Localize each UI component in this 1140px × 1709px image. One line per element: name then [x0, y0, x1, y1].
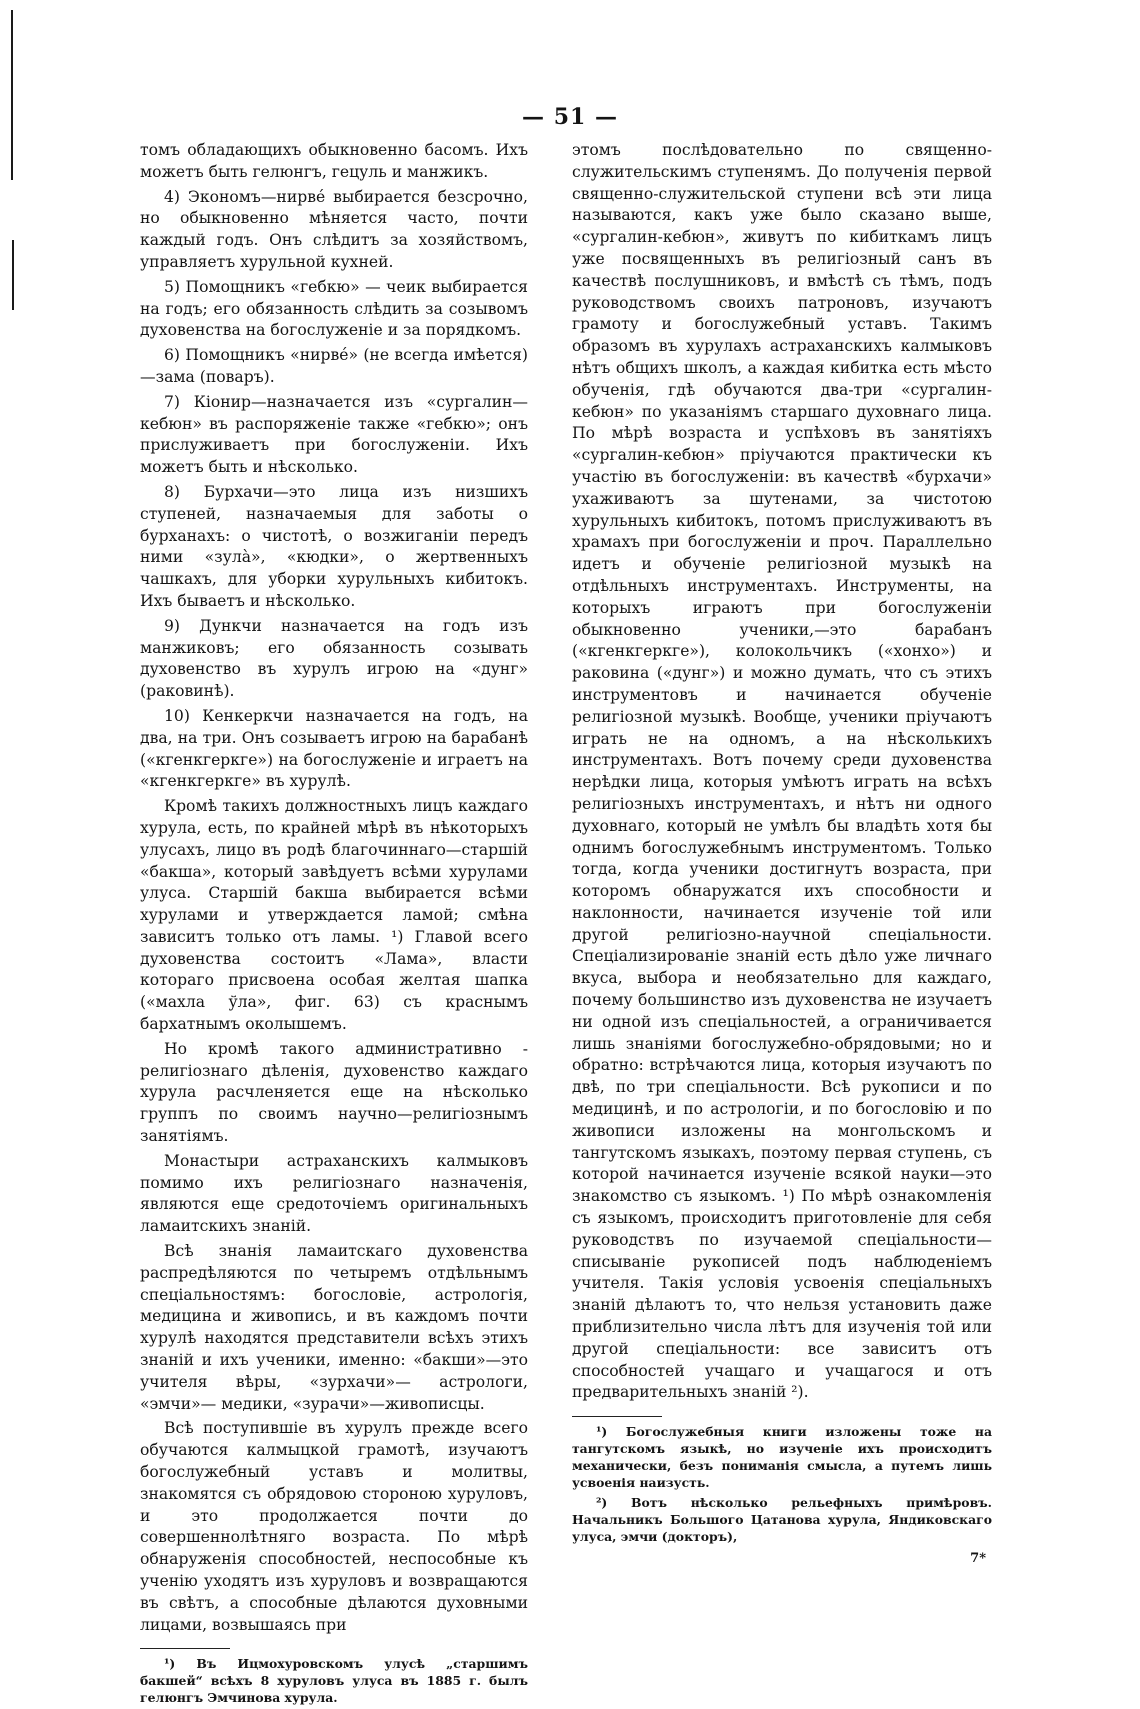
- footnote: ¹) Богослужебныя книги изложены тоже на тангутскомъ языкѣ, но изученіе ихъ происходитъ механически, безъ пониманія смысла, а путемъ лишь усвоенія наизусть.: [572, 1424, 992, 1491]
- paragraph: 6) Помощникъ «нирвé» (не всегда имѣется)—зама (поваръ).: [140, 346, 528, 386]
- signature-mark: 7*: [970, 1551, 986, 1567]
- margin-line: [12, 240, 14, 310]
- paragraph: томъ обладающихъ обыкновенно басомъ. Ихъ можетъ быть гелюнгъ, гецуль и манжикъ.: [140, 141, 528, 181]
- footnote-separator: [140, 1648, 230, 1649]
- paragraph: 9) Дункчи назначается на годъ изъ манжиковъ; его обязанность созывать духовенство въ хурулъ игрою на «дунг» (раковинѣ).: [140, 616, 528, 701]
- page-number: — 51 —: [522, 104, 618, 130]
- paragraph: Всѣ знанія ламаитскаго духовенства распредѣляются по четыремъ отдѣльнымъ спеціальностямъ: богословіе, астрологія, медицина и живопись, и въ каждомъ почти хурулѣ находятся представители всѣхъ этихъ знаній и ихъ ученики, именно: «бакши»—это учителя вѣры, «зурхачи»— астрологи, «эмчи»— медики, «зурачи»—живописцы.: [140, 1242, 528, 1413]
- paragraph: Всѣ поступившіе въ хурулъ прежде всего обучаются калмыцкой грамотѣ, изучаютъ богослужебный уставъ и молитвы, знакомятся съ обрядовою стороною хуруловъ, и это продолжается почти до совершеннолѣтняго возраста. По мѣрѣ обнаруженія способностей, неспособные къ ученію уходятъ изъ хуруловъ и возвращаются въ свѣтъ, а способные дѣлаются духовными лицами, возвышаясь при: [140, 1419, 528, 1634]
- paragraph: Но кромѣ такого административно - религіознаго дѣленія, духовенство каждаго хурула расчленяется еще на нѣсколько группъ по своимъ научно—религіознымъ занятіямъ.: [140, 1039, 528, 1146]
- right-column: [572, 140, 992, 1570]
- paragraph: 5) Помощникъ «гебкю» — чеик выбирается на годъ; его обязанность слѣдить за созывомъ духовенства на богослуженіе и за порядкомъ.: [140, 277, 528, 340]
- paragraph: Кромѣ такихъ должностныхъ лицъ каждаго хурула, есть, по крайней мѣрѣ въ нѣкоторыхъ улусахъ, лицо въ родѣ благочиннаго—старшій «бакша», который завѣдуетъ всѣми хурулами улуса. Старшій бакша выбирается всѣми хурулами и утверждается ламой; смѣна зависитъ только отъ ламы. ¹) Главой всего духовенства состоитъ «Лама», власти котораго присвоена особая желтая шапка («махла ўла», фиг. 63) съ краснымъ бархатнымъ околышемъ.: [140, 797, 528, 1034]
- footnote: ¹) Въ Ицмохуровскомъ улусѣ „старшимъ бакшей“ всѣхъ 8 хуруловъ улуса въ 1885 г. былъ гелюнгъ Эмчинова хурула.: [140, 1656, 528, 1706]
- footnote: ²) Вотъ нѣсколько рельефныхъ примѣровъ. Начальникъ Большого Цатанова хурула, Яндиковскаго улуса, эмчи (докторъ),: [572, 1495, 992, 1545]
- paragraph: Монастыри астраханскихъ калмыковъ помимо ихъ религіознаго назначенія, являются еще средоточіемъ оригинальныхъ ламаитскихъ знаній.: [140, 1151, 528, 1236]
- paragraph: 7) Кіонир—назначается изъ «сургалин—кебюн» въ распоряженіе также «гебкю»; онъ прислуживаетъ при богослуженіи. Ихъ можетъ быть и нѣсколько.: [140, 392, 528, 477]
- left-column: [140, 140, 528, 1709]
- paragraph: 8) Бурхачи—это лица изъ низшихъ ступеней, назначаемыя для заботы о бурханахъ: о чистотѣ, о возжиганіи передъ ними «зулà», «кюдки», о жертвенныхъ чашкахъ, для уборки хурульныхъ кибитокъ. Ихъ бываетъ и нѣсколько.: [140, 482, 528, 610]
- footnote-separator: [572, 1416, 662, 1417]
- paragraph: 4) Экономъ—нирвé выбирается безсрочно, но обыкновенно мѣняется часто, почти каждый годъ. Онъ слѣдитъ за хозяйствомъ, управляетъ хурульной кухней.: [140, 187, 528, 271]
- margin-line: [11, 10, 13, 180]
- paragraph: 10) Кенкеркчи назначается на годъ, на два, на три. Онъ созываетъ игрою на барабанѣ («кгенкгеркге») на богослуженіе и играетъ на «кгенкгеркге» въ хурулѣ.: [140, 706, 528, 791]
- paragraph: этомъ послѣдовательно по священно-служительскимъ ступенямъ. До полученія первой священно-служительской ступени всѣ эти лица называются, какъ уже было сказано выше, «сургалин-кебюн», живутъ по кибиткамъ лицъ уже посвященныхъ въ религіозный санъ въ качествѣ послушниковъ, и вмѣстѣ съ тѣмъ, подъ руководствомъ своихъ патроновъ, изучаютъ грамоту и богослужебный уставъ. Такимъ образомъ въ хурулахъ астраханскихъ калмыковъ нѣтъ общихъ школъ, а каждая кибитка есть мѣсто обученія, гдѣ обучаются два-три «сургалин-кебюн» по указаніямъ старшаго духовнаго лица. По мѣрѣ возраста и успѣховъ въ занятіяхъ «сургалин-кебюн» пріучаются практически къ участію въ богослуженіи: въ качествѣ «бурхачи» ухаживаютъ за шутенами, за чистотою хурульныхъ кибитокъ, потомъ прислуживаютъ въ храмахъ при богослуженіи и проч. Параллельно идетъ и обученіе религіозной музыкѣ на отдѣльныхъ инструментахъ. Инструменты, на которыхъ играютъ при богослуженіи обыкновенно ученики,—это барабанъ («кгенкгеркге»), колокольчикъ («хонхо») и раковина («дунг») и можно думать, что съ этихъ инструментовъ и начинается обученіе религіозной музыкѣ. Вообще, ученики пріучаютъ играть не на одномъ, а на нѣсколькихъ инструментахъ. Вотъ почему среди духовенства нерѣдки лица, которыя умѣютъ играть на всѣхъ религіозныхъ инструментахъ, и нѣтъ ни одного духовнаго, который не умѣлъ бы владѣть хотя бы однимъ богослужебнымъ инструментомъ. Только тогда, когда ученики достигнутъ возраста, при которомъ обнаружатся ихъ способности и наклонности, начинается изученіе той или другой религіозно-научной спеціальности. Спеціализированіе знаній есть дѣло уже личнаго вкуса, выбора и необязательно для каждаго, почему большинство изъ духовенства не изучаетъ ни одной изъ спеціальностей, а ограничивается лишь знаніями богослужебно-обрядовыми; но и обратно: встрѣчаются лица, которыя изучаютъ по двѣ, по три спеціальности. Всѣ рукописи и по медицинѣ, и по астрологіи, и по богословію и по живописи изложены на монгольскомъ и тангутскомъ языкахъ, поэтому первая ступень, съ которой начинается изученіе всякой науки—это знакомство съ языкомъ. ¹) По мѣрѣ ознакомленія съ языкомъ, происходитъ приготовленіе для себя руководствъ по изучаемой спеціальности—списываніе рукописей подъ наблюденіемъ учителя. Такія условія усвоенія спеціальныхъ знаній дѣлаютъ то, что нельзя установить даже приблизительно числа лѣтъ для изученія той или другой спеціальности: все зависитъ отъ способностей учащаго и учащагося и отъ предварительныхъ знаній ²).: [572, 141, 992, 1402]
